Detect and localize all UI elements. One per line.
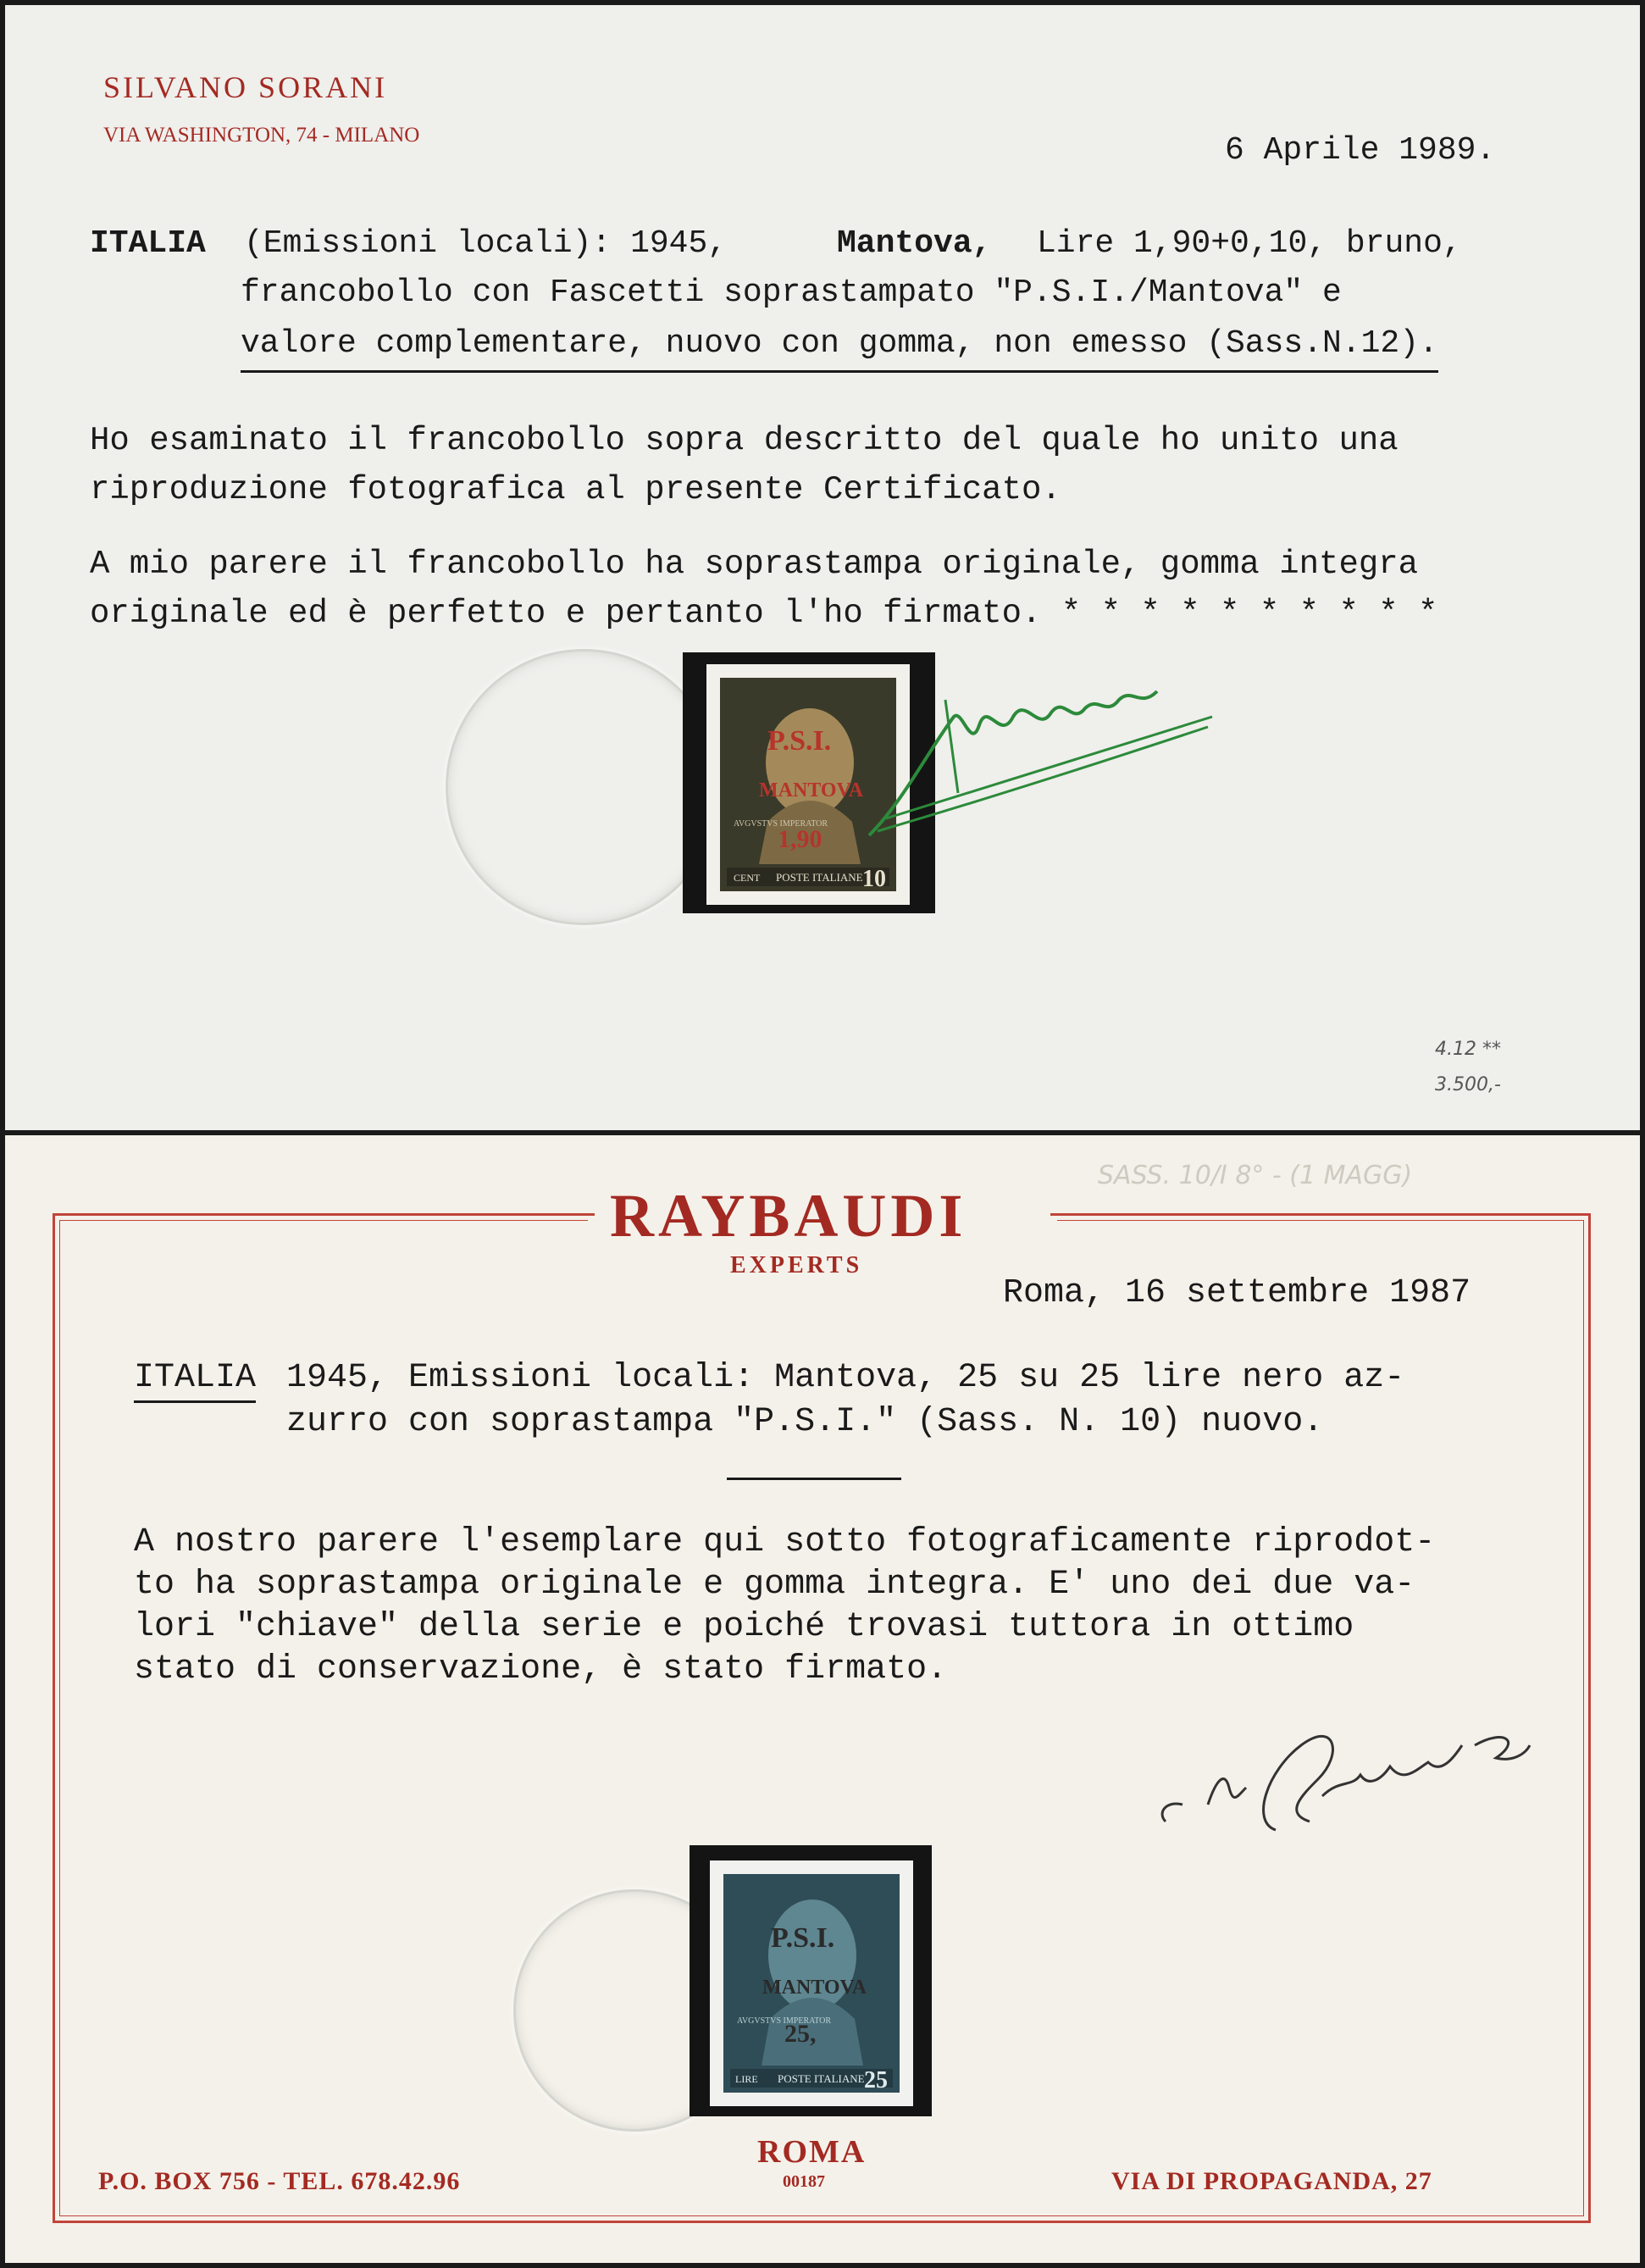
- description-city: Mantova,: [837, 225, 992, 262]
- description-line1: 1945, Emissioni locali: Mantova, 25 su 25 lire nero az-: [286, 1359, 1405, 1397]
- opinion-line-3: lori "chiave" della serie e poiché trovasi tuttora in ottimo: [134, 1608, 1354, 1646]
- paragraph2-line1: A mio parere il francobollo ha soprastampa originale, gomma integra: [90, 546, 1419, 583]
- stamp-currency: LIRE: [735, 2073, 758, 2085]
- company-subtitle: EXPERTS: [730, 1252, 863, 1278]
- footer-po-box: P.O. BOX 756 - TEL. 678.42.96: [98, 2167, 461, 2195]
- paragraph1-line1: Ho esaminato il francobollo sopra descritto del quale ho unito una: [90, 422, 1399, 459]
- certificate-date: Roma, 16 settembre 1987: [1003, 1274, 1471, 1312]
- footer-zip: 00187: [783, 2172, 825, 2191]
- portrait-legend: AVGVSTVS IMPERATOR: [734, 819, 828, 829]
- description-line1-a: (Emissioni locali): 1945,: [244, 225, 728, 262]
- description-country: ITALIA: [90, 225, 206, 262]
- separator: [727, 1478, 901, 1480]
- overprint-mantova: MANTOVA: [762, 1977, 867, 1999]
- stamp-legend: POSTE ITALIANE: [778, 2072, 865, 2085]
- overprint-mantova: MANTOVA: [759, 779, 864, 801]
- stamp-denomination: 25: [864, 2067, 888, 2093]
- pencil-note-2: 3.500,-: [1435, 1074, 1501, 1095]
- opinion-line-1: A nostro parere l'esemplare qui sotto fotograficamente riprodot-: [134, 1523, 1436, 1561]
- raybaudi-signature: [1140, 1694, 1547, 1847]
- footer-city: ROMA: [757, 2134, 867, 2170]
- stamp-currency: CENT: [734, 872, 761, 884]
- description-line3: valore complementare, nuovo con gomma, non emesso (Sass.N.12).: [241, 325, 1438, 373]
- stamp-legend: POSTE ITALIANE: [776, 871, 863, 884]
- portrait-legend: AVGVSTVS IMPERATOR: [737, 2016, 832, 2026]
- stamp-image: [690, 1845, 932, 2116]
- overprint-psi: P.S.I.: [767, 725, 832, 757]
- overprint-psi: P.S.I.: [771, 1922, 835, 1954]
- description-country: ITALIA: [134, 1359, 256, 1403]
- expert-name: SILVANO SORANI: [103, 70, 388, 104]
- stamp-photo: [690, 1845, 932, 2116]
- description-line2: francobollo con Fascetti soprastampato "P.S.I./Mantova" e: [241, 274, 1342, 311]
- expert-address: VIA WASHINGTON, 74 - MILANO: [103, 124, 420, 147]
- pencil-note: SASS. 10/I 8° - (1 MAGG): [1098, 1161, 1413, 1190]
- company-name: RAYBAUDI: [610, 1182, 967, 1250]
- embossed-seal: [446, 649, 722, 925]
- footer-address: VIA DI PROPAGANDA, 27: [1111, 2167, 1432, 2195]
- raybaudi-certificate: [5, 1135, 1640, 2263]
- sorani-certificate: [5, 5, 1640, 1130]
- certificate-date: 6 Aprile 1989.: [1225, 132, 1496, 169]
- paragraph1-line2: riproduzione fotografica al presente Certificato.: [90, 471, 1061, 508]
- overprint-value: 25,: [784, 2020, 817, 2048]
- description-line1-b: Lire 1,90+0,10, bruno,: [1037, 225, 1462, 262]
- overprint-value: 1,90: [778, 825, 822, 853]
- opinion-line-2: to ha soprastampa originale e gomma integra. E' uno dei due va-: [134, 1566, 1415, 1604]
- stamp-denomination: 10: [862, 866, 886, 892]
- opinion-line-4: stato di conservazione, è stato firmato.: [134, 1650, 948, 1689]
- green-signature: [852, 649, 1225, 852]
- pencil-note-1: 4.12 **: [1435, 1039, 1501, 1060]
- paragraph2-line2: originale ed è perfetto e pertanto l'ho firmato. * * * * * * * * * *: [90, 595, 1438, 632]
- description-line2: zurro con soprastampa "P.S.I." (Sass. N. 10) nuovo.: [286, 1403, 1324, 1441]
